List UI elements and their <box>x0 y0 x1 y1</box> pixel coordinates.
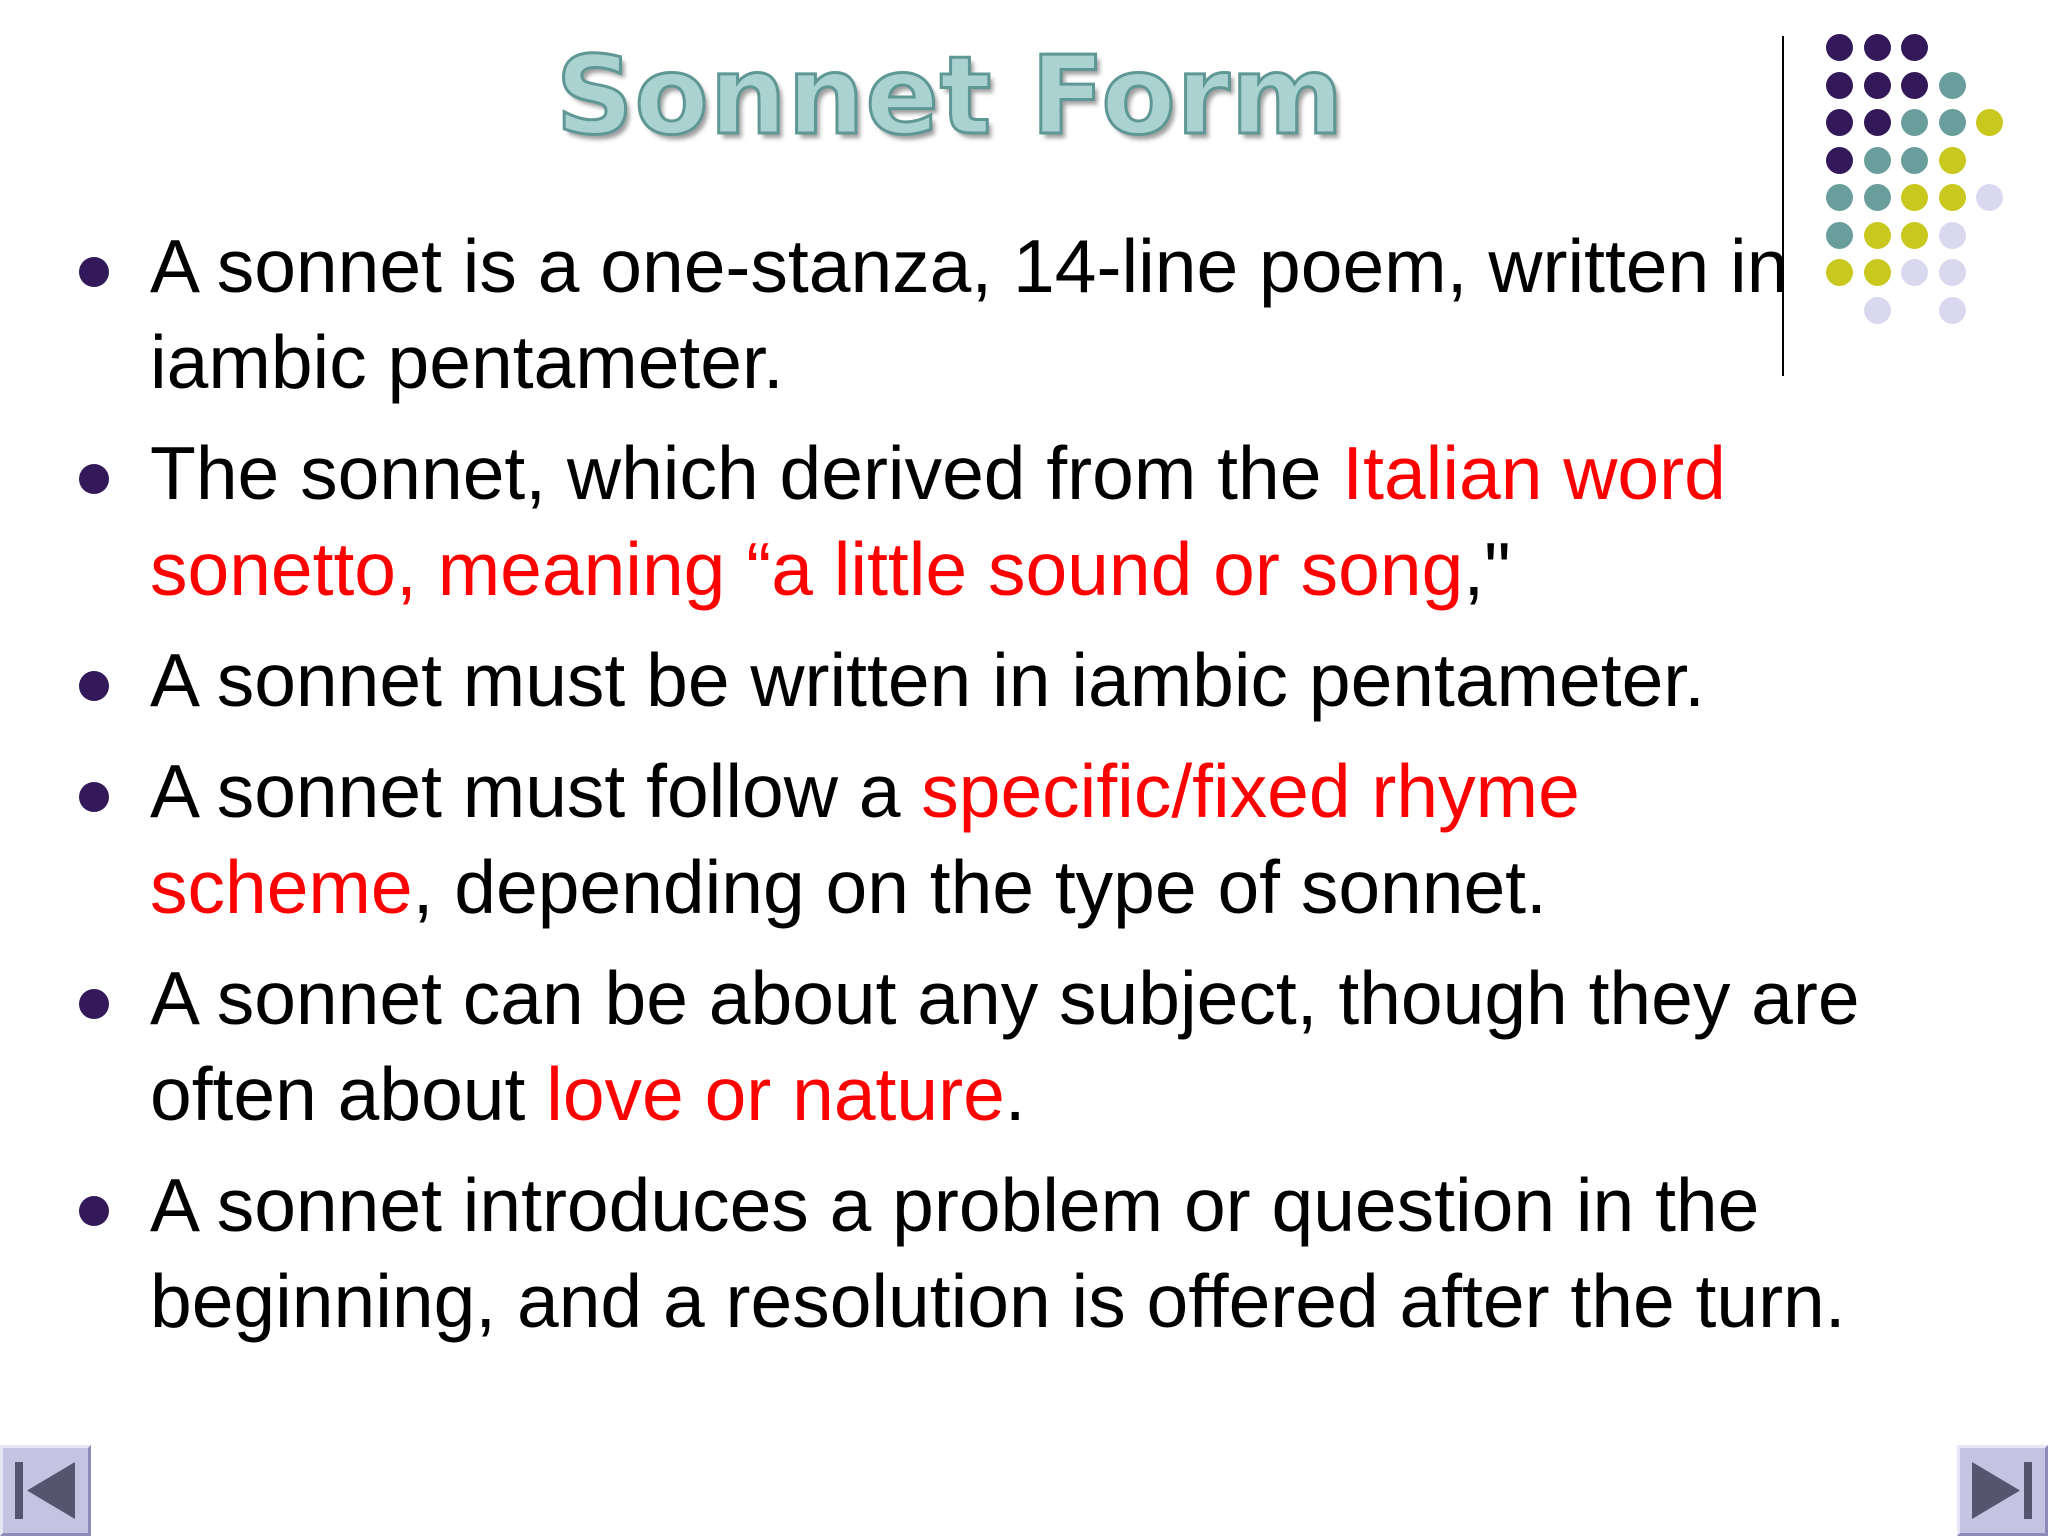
decorative-dot <box>1939 109 1966 136</box>
bullet-marker-icon <box>79 671 109 701</box>
decorative-dot <box>1864 184 1891 211</box>
decorative-dot <box>1826 147 1853 174</box>
first-slide-button[interactable] <box>0 1445 91 1536</box>
bullet-line <box>150 1157 2000 1253</box>
decorative-dot <box>1826 184 1853 211</box>
decorative-dot <box>1826 34 1853 61</box>
bullet-item <box>0 632 2000 728</box>
body-text: The sonnet, which derived from the <box>150 431 1343 515</box>
bullet-line <box>150 839 2000 935</box>
decorative-dot <box>1901 147 1928 174</box>
decorative-dot <box>1976 109 2003 136</box>
decorative-dot <box>1826 109 1853 136</box>
decorative-dot <box>1901 109 1928 136</box>
body-text: A sonnet introduces a problem or question in the <box>150 1163 1760 1247</box>
bullet-item <box>0 743 2000 935</box>
last-slide-button[interactable] <box>1957 1445 2048 1536</box>
decorative-dot <box>1901 72 1928 99</box>
decorative-dot <box>1939 72 1966 99</box>
body-text: ," <box>1463 527 1511 611</box>
body-text: A sonnet is a one-stanza, 14-line poem, written in <box>150 224 1789 308</box>
body-text: iambic pentameter. <box>150 320 784 404</box>
bullet-marker-icon <box>79 989 109 1019</box>
bullet-line <box>150 314 2000 410</box>
body-text: beginning, and a resolution is offered after the turn. <box>150 1259 1846 1343</box>
bullet-list <box>0 218 2000 1364</box>
body-text: A sonnet can be about any subject, though they are <box>150 956 1860 1040</box>
decorative-dot <box>1864 109 1891 136</box>
highlighted-text: Italian word <box>1342 431 1726 515</box>
decorative-dot <box>1864 147 1891 174</box>
decorative-dot <box>1901 34 1928 61</box>
bullet-item <box>0 425 2000 617</box>
bullet-marker-icon <box>79 1196 109 1226</box>
slide-title: Sonnet Form <box>555 34 1345 159</box>
decorative-dot <box>1864 34 1891 61</box>
decorative-dot <box>1976 184 2003 211</box>
bullet-line <box>150 425 2000 521</box>
bullet-line <box>150 950 2000 1046</box>
body-text: . <box>1004 1052 1026 1136</box>
bullet-line <box>150 1253 2000 1349</box>
bullet-marker-icon <box>79 782 109 812</box>
bullet-marker-icon <box>79 464 109 494</box>
bullet-item <box>0 1157 2000 1349</box>
body-text: , depending on the type of sonnet. <box>412 845 1547 929</box>
bullet-line <box>150 632 2000 728</box>
highlighted-text: scheme <box>150 845 413 929</box>
bullet-item <box>0 218 2000 410</box>
decorative-dot <box>1864 72 1891 99</box>
decorative-dot <box>1939 184 1966 211</box>
decorative-dot <box>1939 147 1966 174</box>
decorative-dot <box>1901 184 1928 211</box>
bullet-line <box>150 1046 2000 1142</box>
highlighted-text: sonetto, meaning “a little sound or song <box>150 527 1464 611</box>
last-slide-icon <box>1960 1448 2045 1533</box>
body-text: A sonnet must be written in iambic pentameter. <box>150 638 1705 722</box>
decorative-dot <box>1826 72 1853 99</box>
bullet-line <box>150 521 2000 617</box>
highlighted-text: love or nature <box>546 1052 1005 1136</box>
bullet-item <box>0 950 2000 1142</box>
highlighted-text: specific/fixed rhyme <box>921 749 1580 833</box>
first-slide-icon <box>3 1448 88 1533</box>
bullet-line <box>150 218 2000 314</box>
bullet-marker-icon <box>79 257 109 287</box>
body-text: A sonnet must follow a <box>150 749 922 833</box>
body-text: often about <box>150 1052 547 1136</box>
bullet-line <box>150 743 2000 839</box>
